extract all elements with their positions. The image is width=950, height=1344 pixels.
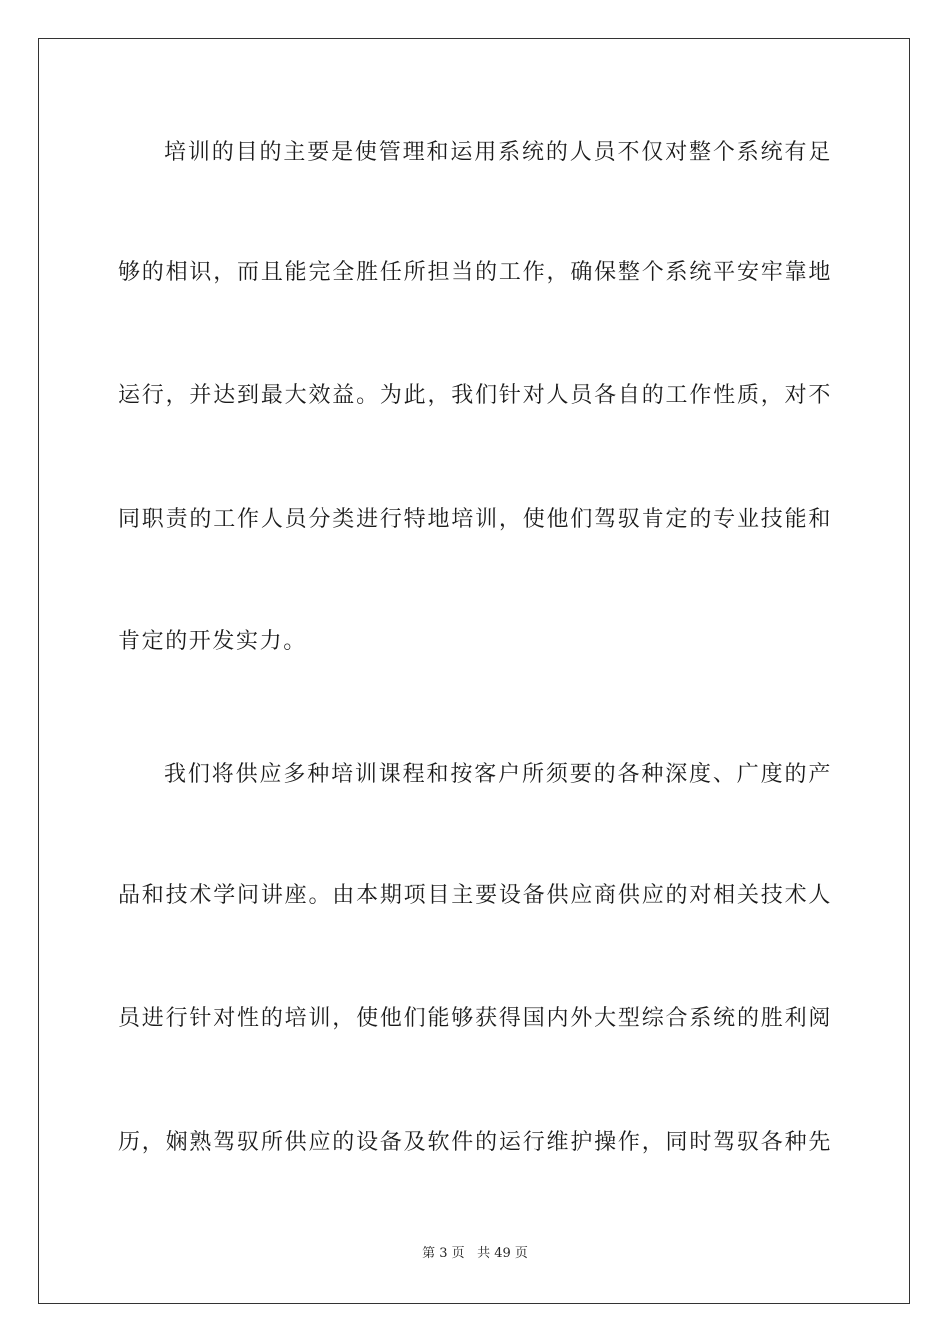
page-border (38, 38, 910, 1304)
paragraph-1-line-5: 肯定的开发实力。 (118, 629, 307, 654)
paragraph-2-line-3: 员进行针对性的培训，使他们能够获得国内外大型综合系统的胜利阅 (118, 1006, 832, 1031)
paragraph-2-line-2: 品和技术学问讲座。由本期项目主要设备供应商供应的对相关技术人 (118, 883, 832, 908)
paragraph-1-line-2: 够的相识，而且能完全胜任所担当的工作，确保整个系统平安牢靠地 (118, 260, 832, 285)
total-pages: 共 49 页 (477, 1246, 528, 1261)
page-number: 第 3 页 (422, 1246, 465, 1261)
paragraph-2-line-1: 我们将供应多种培训课程和按客户所须要的各种深度、广度的产 (164, 762, 832, 787)
paragraph-1-line-3: 运行，并达到最大效益。为此，我们针对人员各自的工作性质，对不 (118, 383, 832, 408)
page-footer (0, 1246, 950, 1262)
paragraph-1-line-4: 同职责的工作人员分类进行特地培训，使他们驾驭肯定的专业技能和 (118, 507, 832, 532)
paragraph-2-line-4: 历，娴熟驾驭所供应的设备及软件的运行维护操作，同时驾驭各种先 (118, 1130, 832, 1155)
paragraph-1-line-1: 培训的目的主要是使管理和运用系统的人员不仅对整个系统有足 (164, 140, 832, 165)
